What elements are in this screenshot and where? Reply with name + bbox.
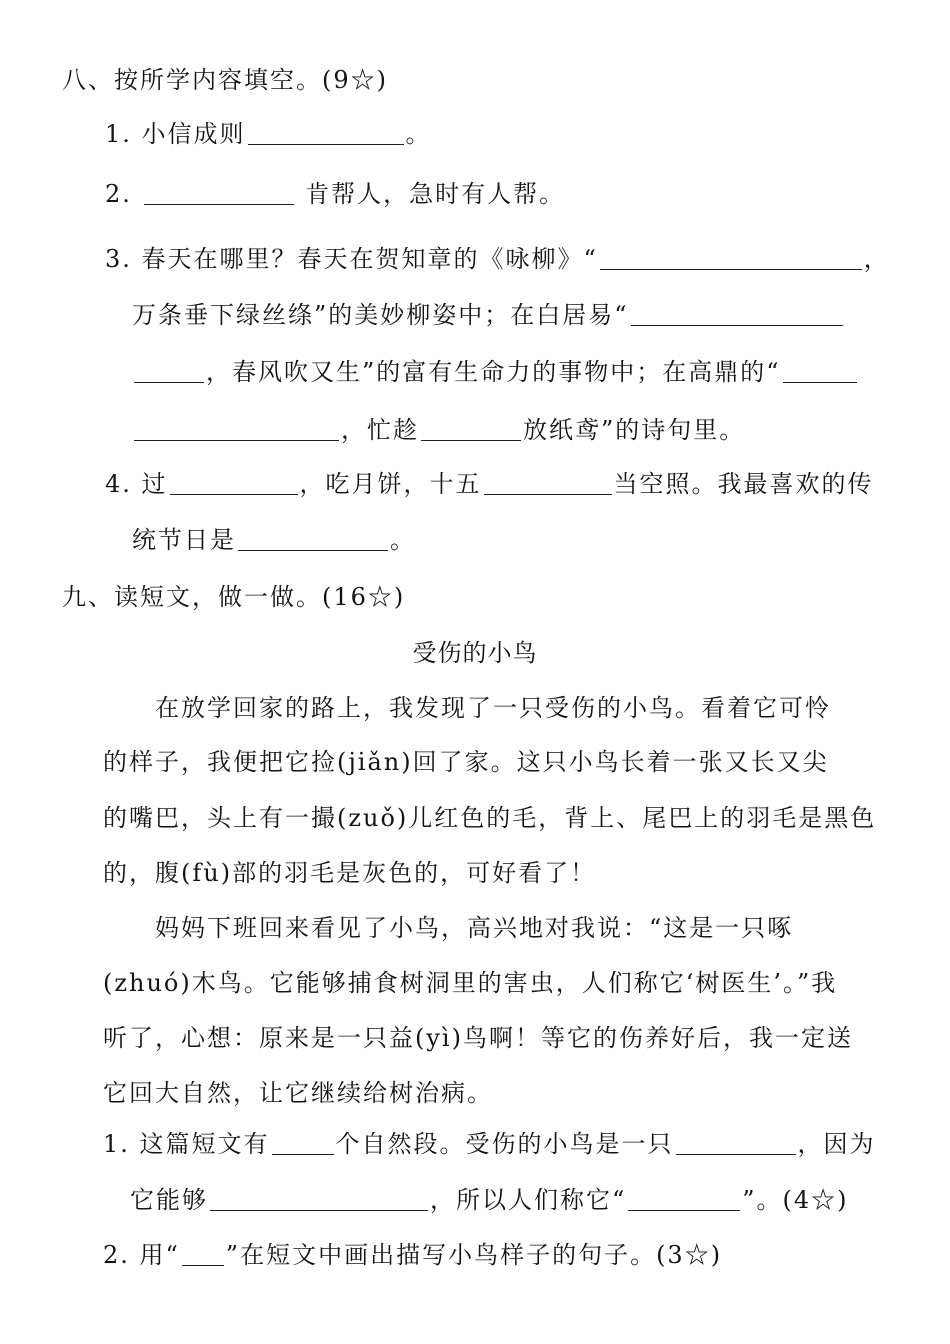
- q8-3-blank-2-cont[interactable]: [134, 358, 204, 383]
- q8-3-blank-4[interactable]: [421, 416, 521, 441]
- q9-1-blank-2[interactable]: [676, 1130, 796, 1155]
- q9-1-suffix: ，因为: [797, 1130, 876, 1158]
- q8-3-blank-1[interactable]: [600, 245, 862, 270]
- q8-1-blank[interactable]: [248, 120, 404, 145]
- q8-4-blank-2[interactable]: [484, 470, 612, 495]
- story-title: 受伤的小鸟: [412, 639, 538, 667]
- paragraph-line: 在放学回家的路上，我发现了一只受伤的小鸟。看着它可怜: [155, 694, 831, 722]
- question-8-3-line3: [132, 355, 859, 389]
- question-8-3-line4: [132, 413, 745, 447]
- paragraph-line: (zhuó)木鸟。它能够捕食树洞里的害虫，人们称它‘树医生’。”我: [103, 969, 838, 997]
- q8-2-num: 2.: [105, 180, 132, 208]
- q9-1-line2-prefix: 它能够: [130, 1186, 208, 1214]
- q9-1-mid: 个自然段。受伤的小鸟是一只: [335, 1130, 674, 1158]
- section-8-heading: 八、按所学内容填空。(9☆): [62, 66, 388, 94]
- paragraph-line: 的，腹(fù)部的羽毛是灰色的，可好看了！: [103, 859, 597, 887]
- q8-4-line2-end: 。: [390, 526, 416, 554]
- q8-4-suffix: 当空照。我最喜欢的传: [613, 470, 874, 498]
- q8-1-suffix: 。: [405, 120, 432, 148]
- q9-2-suffix: ”在短文中画出描写小鸟样子的句子。(3☆): [225, 1241, 723, 1269]
- q8-3-blank-2[interactable]: [631, 301, 843, 326]
- question-8-3-line1: [105, 242, 890, 276]
- section-9-heading: 九、读短文，做一做。(16☆): [62, 583, 406, 611]
- q9-1-blank-3[interactable]: [210, 1186, 428, 1211]
- q9-1-line2-mid: ，所以人们称它“: [430, 1186, 627, 1214]
- q8-3-line3-text: ，春风吹又生”的富有生命力的事物中；在高鼎的“: [206, 358, 781, 386]
- q8-1-prefix: 1. 小信成则: [105, 120, 246, 148]
- q8-4-line2-text: 统节日是: [132, 526, 236, 554]
- q8-4-prefix: 4. 过: [105, 470, 168, 498]
- question-9-2: [103, 1238, 722, 1272]
- q8-3-blank-3[interactable]: [783, 358, 857, 383]
- q8-4-blank-1[interactable]: [170, 470, 298, 495]
- question-8-4-line1: [105, 467, 874, 501]
- q8-3-line4-mid: ，忙趁: [341, 416, 419, 444]
- q8-4-mid: ，吃月饼，十五: [299, 470, 482, 498]
- q8-3-line4-suffix: 放纸鸢”的诗句里。: [523, 416, 746, 444]
- q9-1-blank-1[interactable]: [272, 1130, 334, 1155]
- q9-2-prefix: 2. 用“: [103, 1241, 180, 1269]
- q8-2-blank[interactable]: [144, 180, 294, 205]
- q8-3-line2-text: 万条垂下绿丝绦”的美妙柳姿中；在白居易“: [132, 301, 629, 329]
- paragraph-line: 听了，心想：原来是一只益(yì)鸟啊！等它的伤养好后，我一定送: [103, 1024, 853, 1052]
- question-8-1: [105, 117, 432, 151]
- q8-2-suffix: 肯帮人，急时有人帮。: [305, 180, 566, 208]
- question-8-2: [105, 177, 565, 211]
- paragraph-line: 妈妈下班回来看见了小鸟，高兴地对我说：“这是一只啄: [155, 914, 794, 942]
- q8-3-line1-prefix: 3. 春天在哪里？春天在贺知章的《咏柳》“: [105, 245, 598, 273]
- q9-1-prefix: 1. 这篇短文有: [103, 1130, 270, 1158]
- q8-3-line1-suffix: ，: [863, 245, 890, 273]
- paragraph-line: 它回大自然，让它继续给树治病。: [103, 1079, 493, 1107]
- question-8-4-line2: [132, 523, 416, 557]
- paragraph-line: 的样子，我便把它捡(jiǎn)回了家。这只小鸟长着一张又长又尖: [103, 748, 829, 776]
- q9-2-underline-sample: [182, 1241, 224, 1266]
- question-9-1-line2: [130, 1183, 849, 1217]
- question-9-1-line1: [103, 1127, 876, 1161]
- q9-1-line2-suffix: ”。(4☆): [742, 1186, 849, 1214]
- q9-1-blank-4[interactable]: [628, 1186, 740, 1211]
- paragraph-line: 的嘴巴，头上有一撮(zuǒ)儿红色的毛，背上、尾巴上的羽毛是黑色: [103, 804, 877, 832]
- q8-3-blank-3-cont[interactable]: [134, 416, 339, 441]
- q8-4-blank-3[interactable]: [238, 526, 388, 551]
- question-8-3-line2: [132, 298, 845, 332]
